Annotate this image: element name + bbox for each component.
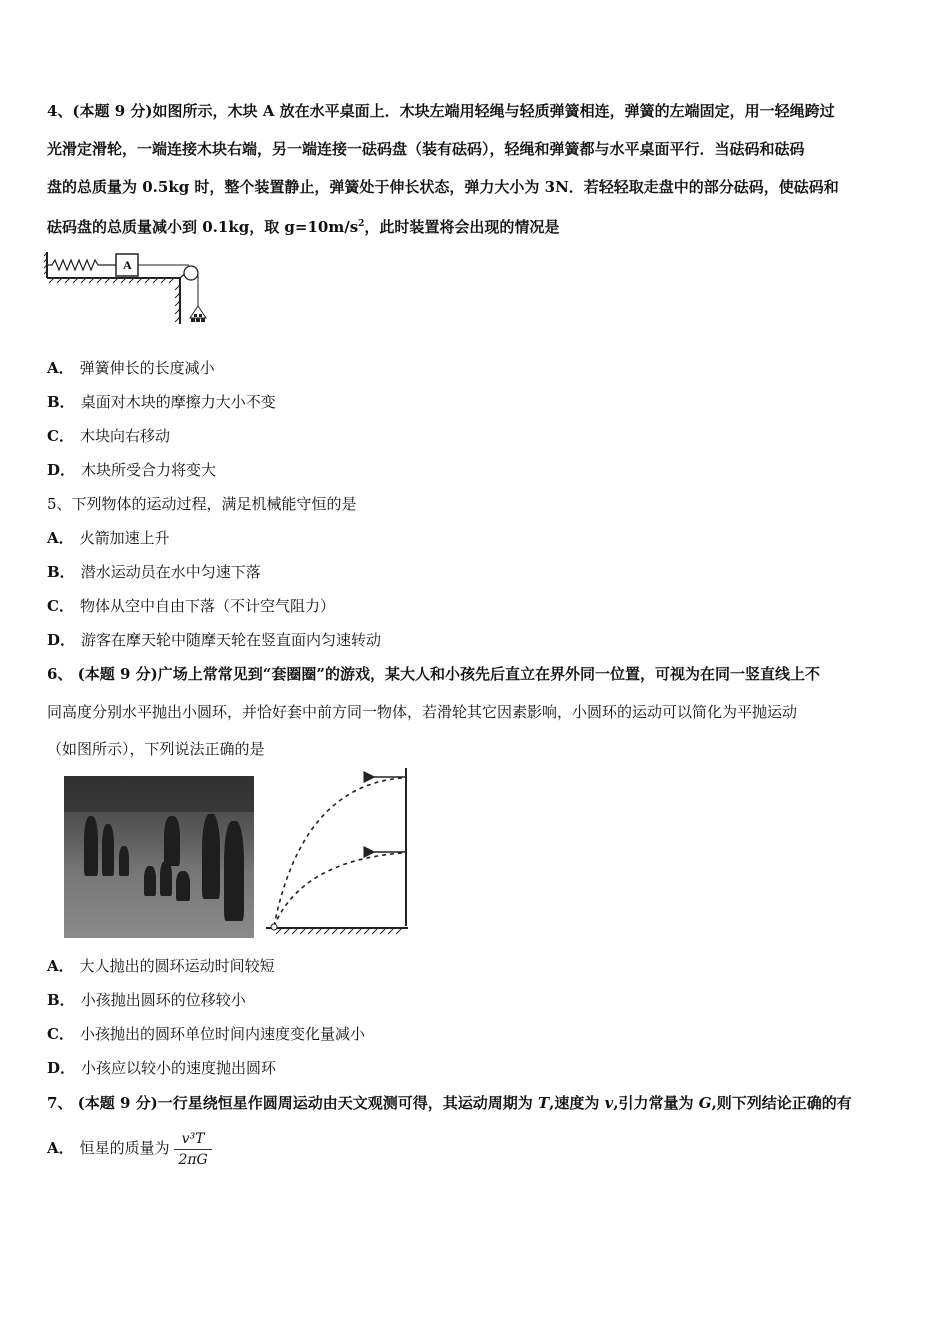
- option-label: C．: [47, 597, 74, 615]
- q7-gravity-symbol: G: [698, 1094, 712, 1112]
- q4-stem-line-4: [47, 214, 907, 237]
- q4-stem-line-1: 4、(本题 9 分)如图所示，木块 A 放在水平桌面上．木块左端用轻绳与轻质弹簧相连，弹簧的左端固定，用一轻绳跨过: [47, 102, 835, 120]
- q5-option-d[interactable]: [47, 630, 907, 650]
- q5-option-b[interactable]: [47, 562, 907, 582]
- q7-velocity-symbol: v: [604, 1094, 614, 1112]
- q7-stem-pre: 7、 (本题 9 分)一行星绕恒星作圆周运动由天文观测可得，其运动周期为: [47, 1094, 538, 1112]
- mass-formula: [174, 1130, 211, 1169]
- option-label: B．: [47, 393, 75, 411]
- q7-stem-post: ,则下列结论正确的有: [711, 1094, 852, 1112]
- option-text: 游客在摩天轮中随摩天轮在竖直面内匀速转动: [81, 631, 382, 649]
- q4-option-c[interactable]: [47, 426, 907, 446]
- option-label: B．: [47, 563, 75, 581]
- spring: [47, 260, 116, 270]
- q4-stem-line-2: 光滑定滑轮，一端连接木块右端，另一端连接一砝码盘（装有砝码），轻绳和弹簧都与水平桌面平行．当砝码和砝码: [47, 140, 805, 158]
- option-label: A．: [47, 957, 74, 975]
- option-text: 物体从空中自由下落（不计空气阻力）: [79, 597, 335, 615]
- q4-superscript: 2: [358, 219, 365, 229]
- spring-block-pulley-diagram: [44, 248, 224, 328]
- q7-stem: [47, 1093, 907, 1113]
- option-label: B．: [47, 991, 75, 1009]
- q4-option-d[interactable]: [47, 460, 907, 480]
- q4-option-b[interactable]: [47, 392, 907, 412]
- q4-stem-line-4-post: ，此时装置将会出现的情况是: [364, 218, 560, 236]
- formula-denominator: 2πG: [178, 1151, 208, 1168]
- q6-stem-line-1: 6、 (本题 9 分)广场上常常见到“套圈圈”的游戏，某大人和小孩先后直立在界外同一位置，可视为在同一竖直线上不: [47, 665, 820, 683]
- target-object: [271, 924, 277, 930]
- option-text: 大人抛出的圆环运动时间较短: [79, 957, 275, 975]
- q5-option-a[interactable]: [47, 528, 907, 548]
- option-text: 弹簧伸长的长度减小: [79, 359, 215, 377]
- q7-stem-mid1: ,速度为: [549, 1094, 605, 1112]
- option-text: 恒星的质量为: [79, 1139, 170, 1157]
- option-text: 桌面对木块的摩擦力大小不变: [80, 393, 276, 411]
- option-text: 小孩应以较小的速度抛出圆环: [81, 1059, 277, 1077]
- q6-option-d[interactable]: [47, 1058, 907, 1078]
- q4-stem-line-4-pre: 砝码盘的总质量减小到 0.1kg，取 g=10m/s: [47, 218, 359, 236]
- option-text: 小孩抛出的圆环单位时间内速度变化量减小: [79, 1025, 365, 1043]
- option-label: C．: [47, 427, 74, 445]
- option-label: A．: [47, 1139, 74, 1157]
- q6-stem-line-2: 同高度分别水平抛出小圆环，并恰好套中前方同一物体，若滑轮其它因素影响，小圆环的运动可以简化为平抛运动: [47, 703, 798, 721]
- formula-numerator: v³T: [174, 1130, 211, 1150]
- weight-pan: [190, 306, 206, 318]
- option-label: D．: [47, 631, 76, 649]
- option-label: D．: [47, 1059, 76, 1077]
- option-label: A．: [47, 529, 74, 547]
- pulley: [184, 266, 198, 280]
- option-label: D．: [47, 461, 76, 479]
- q7-period-symbol: T: [537, 1094, 550, 1112]
- q6-option-c[interactable]: [47, 1024, 907, 1044]
- option-text: 小孩抛出圆环的位移较小: [80, 991, 246, 1009]
- option-text: 潜水运动员在水中匀速下落: [80, 563, 261, 581]
- q5-stem: 5、下列物体的运动过程，满足机械能守恒的是: [47, 495, 357, 513]
- option-text: 木块向右移动: [79, 427, 170, 445]
- q6-stem-line-3: （如图所示），下列说法正确的是: [47, 740, 265, 758]
- option-label: A．: [47, 359, 74, 377]
- q7-stem-mid2: ,引力常量为: [613, 1094, 699, 1112]
- option-label: C．: [47, 1025, 74, 1043]
- q6-option-a[interactable]: [47, 956, 907, 976]
- q4-stem-line-3: 盘的总质量为 0.5kg 时，整个装置静止，弹簧处于伸长状态，弹力大小为 3N．若轻轻取走盘中的部分砝码，使砝码和: [47, 178, 839, 196]
- q6-option-b[interactable]: [47, 990, 907, 1010]
- option-text: 木块所受合力将变大: [81, 461, 217, 479]
- projectile-diagram: [262, 766, 412, 938]
- q4-option-a[interactable]: [47, 358, 907, 378]
- q5-option-c[interactable]: [47, 596, 907, 616]
- block-a-label: A: [123, 258, 132, 272]
- ring-toss-photo: [64, 776, 254, 938]
- q7-option-a[interactable]: [47, 1128, 907, 1172]
- option-text: 火箭加速上升: [79, 529, 170, 547]
